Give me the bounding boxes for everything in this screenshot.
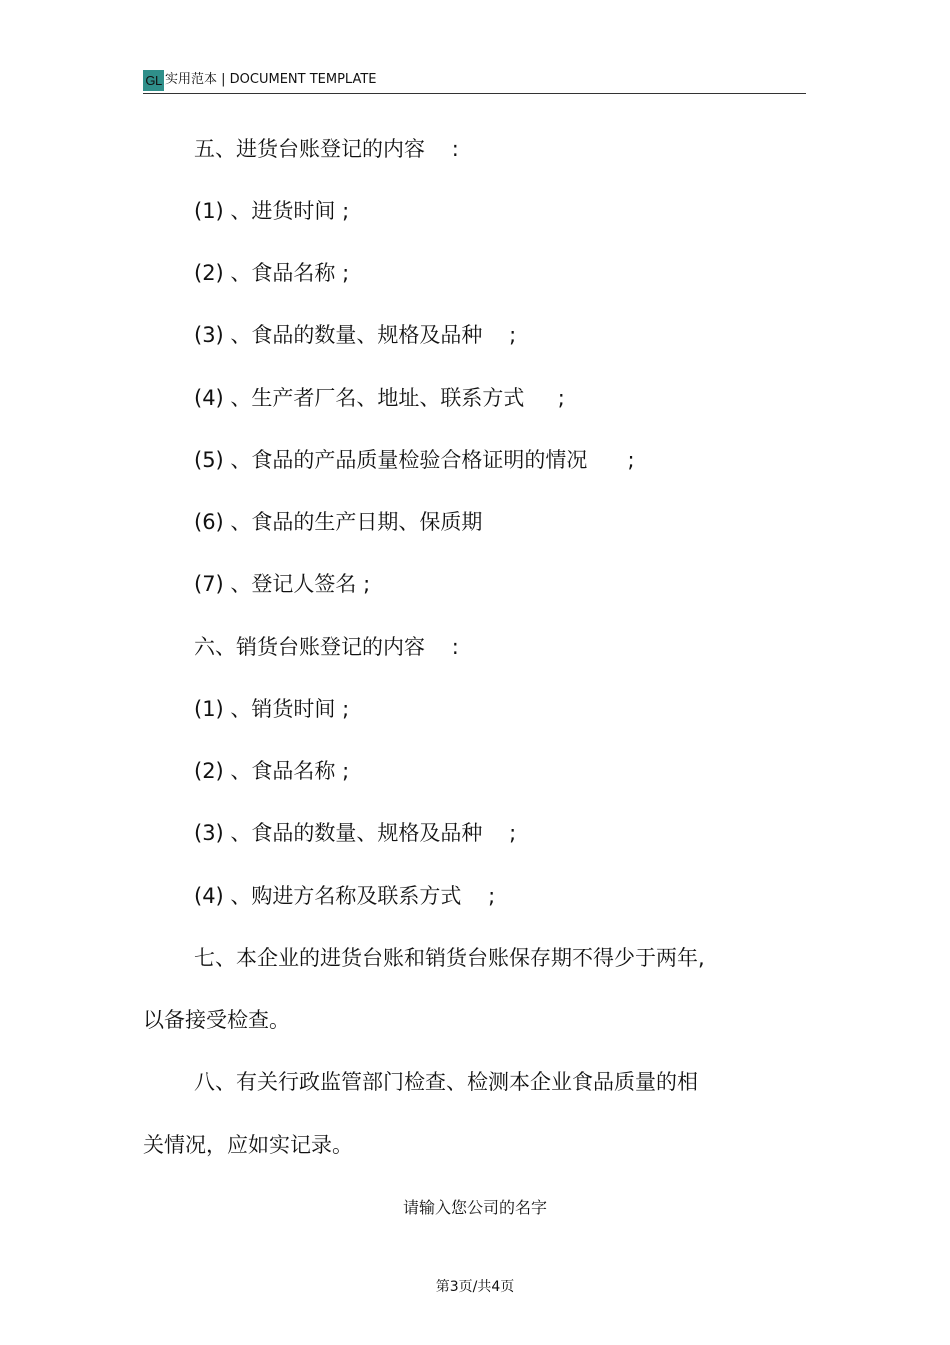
list-item: (4) 、购进方名称及联系方式 ; <box>194 884 496 908</box>
document-header <box>143 70 806 94</box>
logo-badge <box>143 70 164 91</box>
company-name-placeholder: 请输入您公司的名字 <box>402 1198 547 1217</box>
section-5-heading: 五、进货台账登记的内容 : <box>194 137 459 161</box>
list-item: (3) 、食品的数量、规格及品种 ; <box>194 323 517 347</box>
list-item: (7) 、登记人签名 ; <box>194 572 371 596</box>
section-8-paragraph: 八、有关行政监管部门检查、检测本企业食品质量的相 <box>194 1070 698 1094</box>
section-7-paragraph-continuation: 以备接受检查。 <box>143 1008 290 1032</box>
list-item: (2) 、食品名称 ; <box>194 759 350 783</box>
logo-text: GL <box>145 73 162 88</box>
page-number: 第3页/共4页 <box>435 1279 515 1295</box>
section-7-paragraph: 七、本企业的进货台账和销货台账保存期不得少于两年, <box>194 946 705 970</box>
list-item: (6) 、食品的生产日期、保质期 <box>194 510 483 534</box>
list-item: (3) 、食品的数量、规格及品种 ; <box>194 821 517 845</box>
section-8-paragraph-continuation: 关情况，应如实记录。 <box>143 1133 353 1157</box>
list-item: (4) 、生产者厂名、地址、联系方式 ; <box>194 386 565 410</box>
list-item: (2) 、食品名称 ; <box>194 261 350 285</box>
list-item: (1) 、进货时间 ; <box>194 199 350 223</box>
list-item: (5) 、食品的产品质量检验合格证明的情况 ; <box>194 448 635 472</box>
header-title: 实用范本 | DOCUMENT TEMPLATE <box>165 72 377 87</box>
section-6-heading: 六、销货台账登记的内容 : <box>194 635 459 659</box>
list-item: (1) 、销货时间 ; <box>194 697 350 721</box>
